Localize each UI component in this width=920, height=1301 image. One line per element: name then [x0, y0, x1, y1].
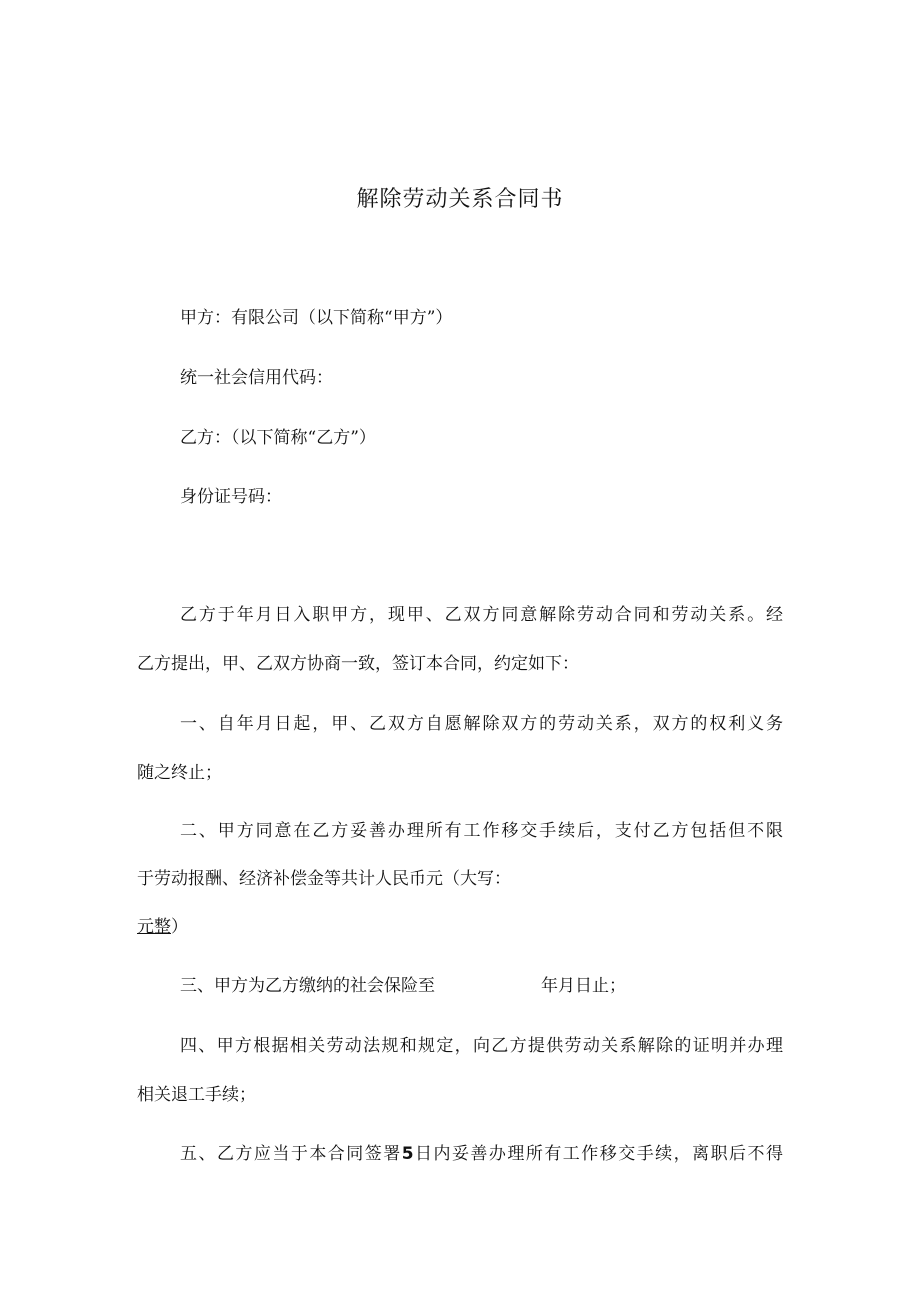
id-number-line: 身份证号码： [180, 487, 282, 507]
party-a-line: 甲方：有限公司（以下简称“甲方”） [180, 308, 453, 328]
clause-2-line-2: 于劳动报酬、经济补偿金等共计人民币元（大写： [137, 869, 511, 889]
credit-code-line: 统一社会信用代码： [180, 368, 333, 388]
clause-2-line-3 [137, 917, 188, 937]
clause-4-line-2: 相关退工手续； [137, 1085, 256, 1105]
clause-5-days-number: 5 [401, 1144, 414, 1164]
intro-paragraph-line-1: 乙方于年月日入职甲方，现甲、乙双方同意解除劳动合同和劳动关系。经 [180, 605, 783, 625]
party-b-line: 乙方：（以下简称“乙方”） [180, 428, 376, 448]
amount-closing-paren: ） [171, 917, 188, 937]
clause-3-text-end: 年月日止； [541, 976, 626, 996]
amount-capital-underlined: 元整 [137, 917, 171, 937]
clause-3-text-start: 三、甲方为乙方缴纳的社会保险至 [180, 976, 435, 996]
clause-5-text-end: 日内妥善办理所有工作移交手续，离职后不得 [413, 1144, 784, 1164]
intro-paragraph-line-2: 乙方提出，甲、乙双方协商一致，签订本合同，约定如下： [137, 654, 579, 674]
clause-2-line-1: 二、甲方同意在乙方妥善办理所有工作移交手续后，支付乙方包括但不限 [180, 821, 783, 841]
clause-1-line-1: 一、自年月日起，甲、乙双方自愿解除双方的劳动关系，双方的权利义务 [180, 714, 783, 734]
clause-5-line-1 [180, 1144, 783, 1164]
clause-1-line-2: 随之终止； [137, 763, 222, 783]
clause-4-line-1: 四、甲方根据相关劳动法规和规定，向乙方提供劳动关系解除的证明并办理 [180, 1036, 783, 1056]
document-title: 解除劳动关系合同书 [356, 187, 564, 212]
clause-3-line [180, 976, 626, 996]
clause-5-text-start: 五、乙方应当于本合同签署 [180, 1144, 402, 1164]
